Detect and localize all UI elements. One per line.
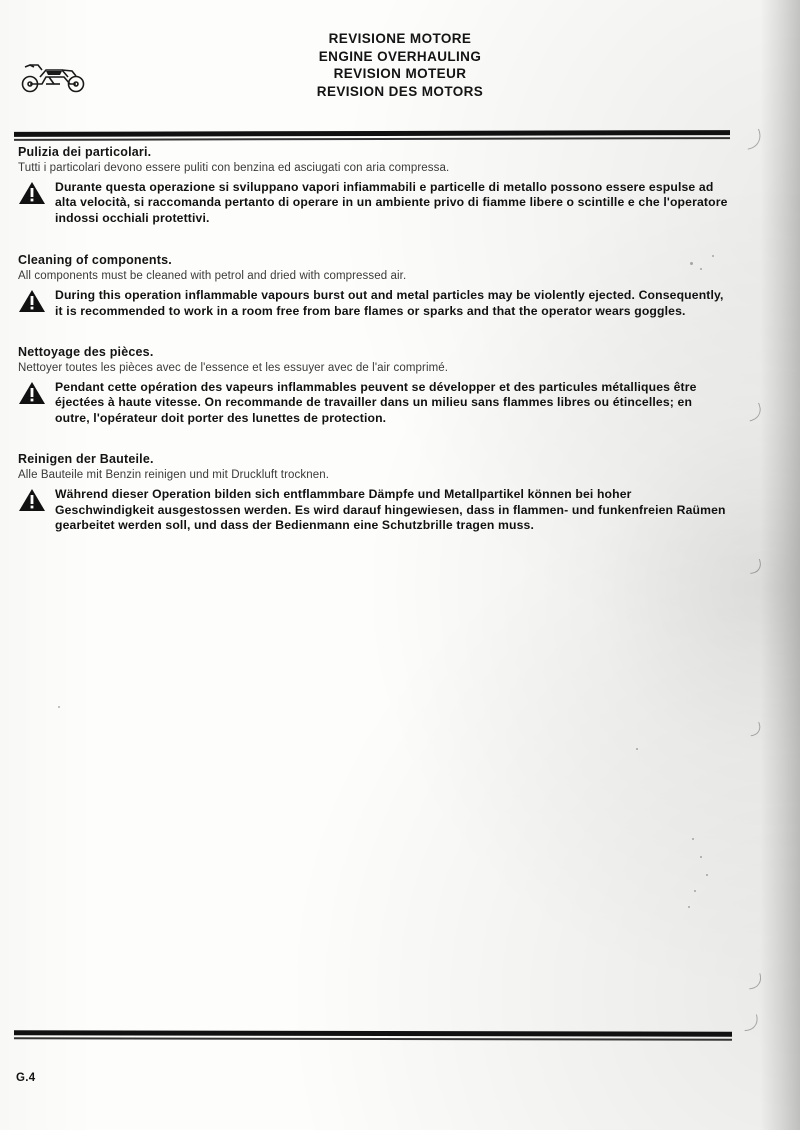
warning-note (18, 486, 730, 533)
warning-triangle-icon (18, 289, 46, 313)
warning-note (18, 379, 730, 426)
warning-text: During this operation inflammable vapours burst out and metal particles may be violently ejected. Consequently, it is recommended to work in a room free from bare flames or sparks and that the operator wears goggles. (55, 288, 724, 318)
section-subtitle: Tutti i particolari devono essere puliti con benzina ed asciugati con aria compressa. (18, 162, 450, 174)
warning-triangle-icon (18, 381, 46, 405)
section-subtitle: All components must be cleaned with petrol and dried with compressed air. (18, 270, 407, 283)
footer-divider-rule (14, 1030, 732, 1036)
page-number: G.4 (16, 1072, 36, 1084)
section-cleaning-de (18, 452, 730, 533)
section-heading: Pulizia dei particolari. (18, 145, 152, 159)
header-title-en: ENGINE OVERHAULING (318, 48, 482, 64)
warning-note (18, 287, 730, 319)
section-cleaning-fr (18, 345, 730, 426)
section-heading: Cleaning of components. (18, 253, 172, 268)
warning-text: Während dieser Operation bilden sich entflammbare Dämpfe und Metallpartikel können bei hoher Geschwindigkeit ausgestossen werden. Es wird darauf hingewiesen, dass in flammen- und funkenfreien Raümen gearbeitet werden soll, und dass der Bedienmann eine Schutzbrille tragen muss. (55, 487, 726, 533)
section-cleaning-en (18, 253, 730, 319)
section-heading: Reinigen der Bauteile. (18, 452, 154, 467)
warning-text: Durante questa operazione si sviluppano vapori infiammabili e particelle di metallo possono essere espulse ad alta velocità, si raccomanda pertanto di operare in un ambiente privo di fiamme libere o scintille e che l'operatore indossi occhiali protettivi. (55, 180, 728, 225)
header-title-fr: REVISION MOTEUR (333, 66, 467, 81)
motorcycle-icon (16, 58, 96, 94)
warning-text: Pendant cette opération des vapeurs inflammables peuvent se développer et des particules métalliques être éjectées à haute vitesse. On recommande de travailler dans un milieu sans flammes libres ou étincelles; en outre, l'opérateur doit porter des lunettes de protection. (55, 380, 697, 425)
header-divider-rule (14, 130, 730, 137)
header-title-de: REVISION DES MOTORS (316, 83, 484, 99)
header-title-it: REVISIONE MOTORE (328, 31, 472, 46)
warning-note (18, 179, 730, 226)
section-heading: Nettoyage des pièces. (18, 345, 154, 360)
page-header (0, 30, 800, 100)
section-subtitle: Alle Bauteile mit Benzin reinigen und mit Druckluft trocknen. (18, 469, 329, 482)
warning-triangle-icon (18, 181, 46, 205)
section-cleaning-it (18, 145, 730, 226)
document-body (18, 145, 730, 547)
warning-triangle-icon (18, 488, 46, 512)
section-subtitle: Nettoyer toutes les pièces avec de l'essence et les essuyer avec de l'air comprimé. (18, 362, 449, 375)
scan-edge-shadow (760, 0, 800, 1130)
